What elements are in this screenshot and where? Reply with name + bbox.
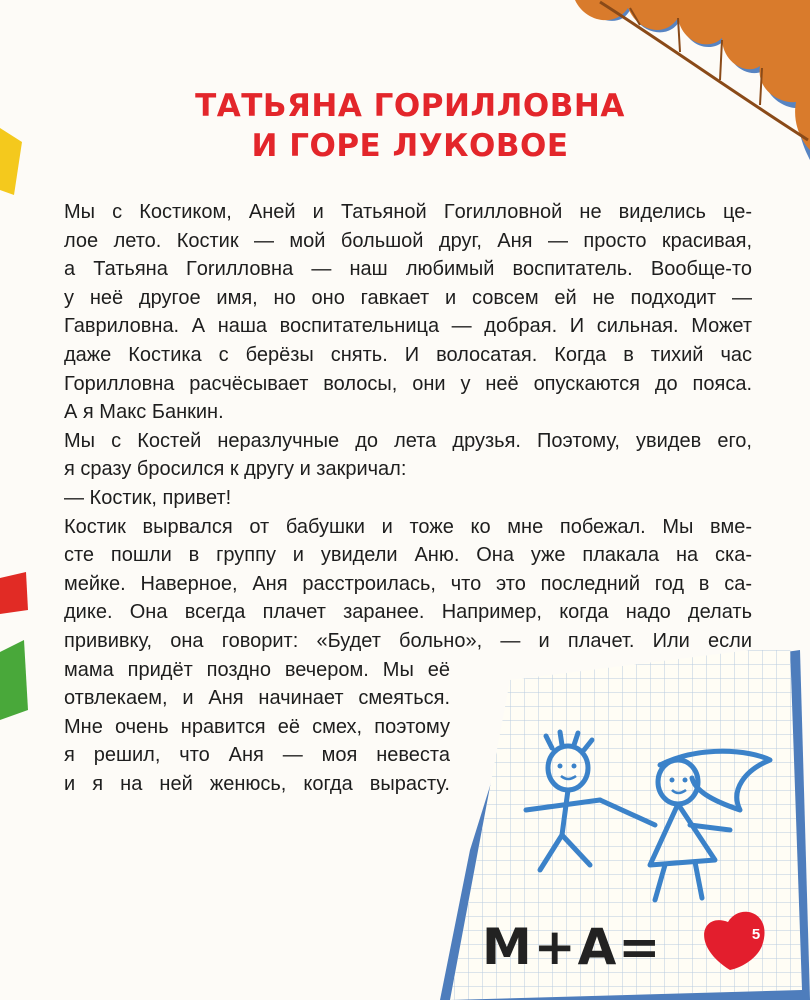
text-line: даже Костика с берёзы снять. И волосатая. Когда в тихий час xyxy=(64,343,752,366)
text-line: А я Макс Банкин. xyxy=(64,401,224,424)
paragraph xyxy=(64,484,752,513)
text-line: Гавриловна. А наша воспитательница — добрая. И сильная. Может xyxy=(64,315,752,338)
page-number: 5 xyxy=(751,926,761,943)
text-line: мейке. Наверное, Аня расстроилась, что это последний год в са- xyxy=(64,572,752,595)
text-line: Горилловна расчёсывает волосы, они у неё опускаются до пояса. xyxy=(64,372,752,395)
color-tabs-decoration xyxy=(0,570,30,730)
text-line: Мы с Костей неразлучные до лета друзья. Поэтому, увидев его, xyxy=(64,429,752,452)
text-line: и я на ней женюсь, когда вырасту. xyxy=(64,772,450,795)
text-line: лое лето. Костик — мой большой друг, Аня — просто красивая, xyxy=(64,229,752,252)
paragraph xyxy=(64,198,752,398)
text-line: Костик вырвался от бабушки и тоже ко мне побежал. Мы вме- xyxy=(64,515,752,538)
text-line: сте пошли в группу и увидели Аню. Она уже плакала на ска- xyxy=(64,544,752,567)
paragraph xyxy=(64,427,752,484)
text-line: отвлекаем, и Аня начинает смеяться. xyxy=(64,687,450,710)
text-line: — Костик, привет! xyxy=(64,486,232,509)
text-line: Мне очень нравится её смех, поэтому xyxy=(64,715,450,738)
note-text: М+А= xyxy=(482,918,663,976)
yellow-tab-decoration xyxy=(0,120,24,200)
text-line: а Татьяна Гorилловна — наш любимый воспитатель. Вообще-то xyxy=(64,258,752,281)
paragraph xyxy=(64,398,752,427)
narrow-text-block xyxy=(64,656,450,799)
title-line-1: ТАТЬЯНА ГОРИЛЛОВНА xyxy=(195,88,625,124)
text-line: я сразу бросился к другу и закричал: xyxy=(64,458,407,481)
text-line: я решил, что Аня — моя невеста xyxy=(64,744,450,767)
title-line-2: И ГОРЕ ЛУКОВОЕ xyxy=(251,128,569,164)
text-line: у неё другое имя, но оно гавкает и совсем ей не подходит — xyxy=(64,286,752,309)
text-line: мама придёт поздно вечером. Мы её xyxy=(64,658,450,681)
chapter-title xyxy=(150,86,670,166)
text-line: прививку, она говорит: «Будет больно», — и плачет. Или если xyxy=(64,629,752,652)
text-line: Мы с Костиком, Аней и Татьяной Гorилловной не виделись це- xyxy=(64,201,752,223)
text-line: дике. Она всегда плачет заранее. Например, когда надо делать xyxy=(64,601,752,624)
